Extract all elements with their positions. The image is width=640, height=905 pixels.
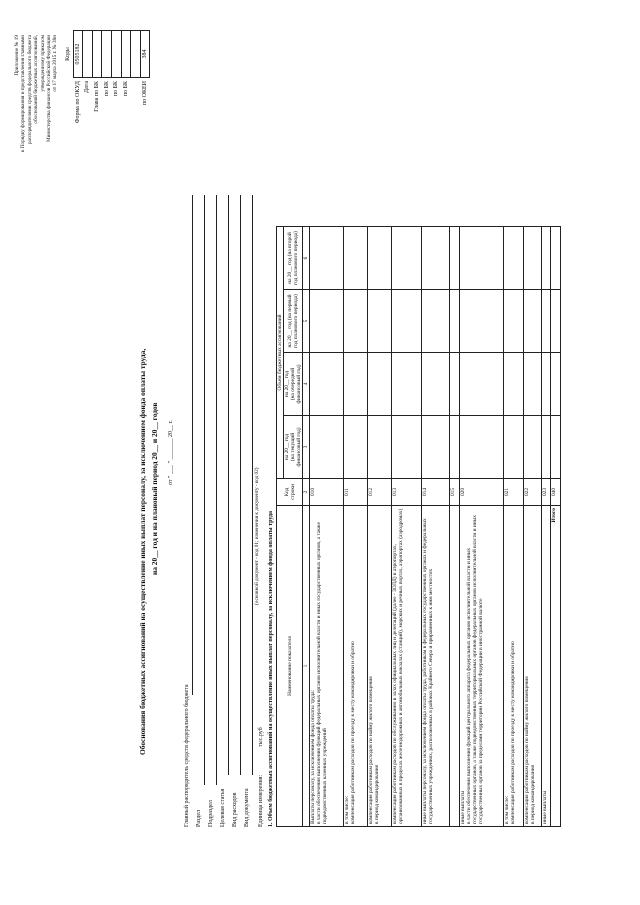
row-name: иные выплаты в части обеспечения выполнения функций центрального аппарата федеральных органов исполнительной власти и иных государственных органов, а также подведомственных территориальных органов федеральных органов исполнительной власти и иных государственных органов за пределами территории Российской Федерации в иностранной валюте — [460, 506, 504, 827]
header-code: Код строки — [277, 479, 303, 506]
codes-caption: Коды — [65, 47, 72, 61]
field-underline — [192, 195, 193, 695]
code-value — [121, 31, 131, 78]
field-underline — [216, 195, 217, 785]
code-value — [83, 31, 93, 78]
row-value — [542, 290, 551, 353]
row-value — [392, 353, 422, 416]
row-name: компенсация работникам расходов по найму жилого помещения в период командирования — [368, 506, 392, 827]
row-code: 010 — [310, 479, 344, 506]
row-name — [450, 506, 460, 827]
row-value — [368, 290, 392, 353]
field-target-article: Целевая статья — [220, 788, 226, 827]
row-value — [450, 290, 460, 353]
row-value — [344, 416, 368, 479]
document-type-hint: (основной документ - код 01; изменения к документу - код 02) — [254, 467, 260, 605]
annex-line: утвержденному приказом — [39, 35, 46, 92]
row-value — [460, 227, 504, 290]
code-label: Дата — [84, 81, 91, 93]
unit-value: тыс.руб — [258, 727, 264, 747]
table-row — [504, 227, 524, 827]
column-number: 4 — [303, 353, 310, 416]
row-value — [504, 290, 524, 353]
code-value — [102, 31, 112, 78]
table-row — [310, 227, 344, 827]
header-year-2: на 20__ год (на очередной финансовый год) — [284, 353, 303, 416]
code-label: по ОКЕИ — [142, 81, 149, 106]
field-underline — [228, 195, 229, 775]
document-title: Обоснования бюджетных ассигнований на осуществление иных выплат персоналу, за исключением фонда оплаты труда, — [138, 348, 147, 755]
row-name: иные выплаты персоналу, за исключением фонда оплаты труда, работникам в федеральных государственных органах и федеральных государственных учреждениях, расположенных в районах Крайнего Севера и приравненных к ним местностях — [422, 506, 450, 827]
code-label: по БК — [122, 81, 129, 97]
annex-line: к Порядку формирования и представления главными — [20, 35, 27, 153]
annex-line: от 17 марта 2015 г. № 38н — [52, 35, 59, 92]
row-value — [450, 227, 460, 290]
row-value — [450, 416, 460, 479]
header-name: Наименование показателя — [277, 506, 303, 827]
row-name: Выплаты персоналу, за исключением фонда оплаты труда: в части обеспечения выполнения функций федеральных органов исполнительной власти и иных государственных органов, а также подведомственных казенных учреждений — [310, 506, 344, 827]
row-value — [450, 353, 460, 416]
row-value — [368, 353, 392, 416]
table-row — [524, 227, 542, 827]
total-value — [551, 227, 561, 290]
row-value — [422, 290, 450, 353]
header-year-1: на 20__ год (на текущий финансовый год) — [284, 416, 303, 479]
row-name: в том числе: компенсация работникам расходов по проезду к месту командировки и обратно — [504, 506, 524, 827]
table-row — [460, 227, 504, 827]
date-line: от " ___ " _______ 20__ г. — [168, 420, 174, 485]
budget-table — [276, 226, 561, 827]
row-value — [344, 290, 368, 353]
column-number: 1 — [303, 506, 310, 827]
row-code: 011 — [344, 479, 368, 506]
annex-line: Приложение № 19 — [14, 35, 20, 76]
total-value — [551, 416, 561, 479]
row-code: 015 — [450, 479, 460, 506]
row-value — [392, 227, 422, 290]
table-total-row — [551, 227, 561, 827]
column-number: 6 — [303, 227, 310, 290]
row-value — [422, 353, 450, 416]
codes-table — [64, 30, 150, 145]
row-value — [524, 290, 542, 353]
row-value — [460, 416, 504, 479]
table-row — [344, 227, 368, 827]
row-name: иные выплаты — [542, 506, 551, 827]
row-value — [524, 353, 542, 416]
row-code: 023 — [542, 479, 551, 506]
code-value: 0505182 — [73, 31, 83, 78]
table-row — [542, 227, 551, 827]
code-value — [131, 31, 141, 78]
row-value — [524, 227, 542, 290]
row-value — [542, 353, 551, 416]
row-value — [504, 353, 524, 416]
code-label: Форма по ОКУД — [74, 81, 81, 124]
field-underline — [204, 195, 205, 785]
row-value — [310, 353, 344, 416]
row-value — [460, 353, 504, 416]
column-number: 3 — [303, 416, 310, 479]
total-value — [551, 353, 561, 416]
row-value — [460, 290, 504, 353]
total-label: Итого — [551, 506, 561, 827]
row-value — [368, 416, 392, 479]
annex-block — [14, 35, 59, 205]
table-row — [422, 227, 450, 827]
row-code: 022 — [524, 479, 542, 506]
row-value — [392, 290, 422, 353]
field-section: Раздел — [196, 810, 202, 827]
table-row — [450, 227, 460, 827]
field-document-type: Вид документа — [244, 788, 250, 827]
row-value — [524, 416, 542, 479]
field-subsection: Подраздел — [208, 800, 214, 827]
table-row — [392, 227, 422, 827]
row-code: 021 — [504, 479, 524, 506]
code-value — [111, 31, 121, 78]
row-code: 012 — [368, 479, 392, 506]
row-value — [504, 227, 524, 290]
row-value — [344, 227, 368, 290]
header-group: Объем бюджетных ассигнований — [277, 227, 284, 479]
row-value — [310, 290, 344, 353]
row-value — [542, 416, 551, 479]
field-underline — [252, 195, 253, 775]
row-value — [504, 416, 524, 479]
row-value — [310, 416, 344, 479]
annex-line: обоснований бюджетных ассигнований, — [33, 35, 40, 124]
row-value — [310, 227, 344, 290]
row-value — [344, 353, 368, 416]
row-code: 020 — [460, 479, 504, 506]
row-code: 014 — [422, 479, 450, 506]
table-row — [368, 227, 392, 827]
row-name: компенсация работникам расходов по найму жилого помещения в период командирования — [524, 506, 542, 827]
row-value — [392, 416, 422, 479]
row-code: 013 — [392, 479, 422, 506]
code-value: 384 — [140, 31, 150, 78]
annex-line: распорядителями средств федерального бюджета — [26, 35, 33, 144]
column-number: 5 — [303, 290, 310, 353]
field-expense-type: Вид расходов — [232, 792, 238, 827]
field-chief-manager: Главный распорядитель средств федерального бюджета — [184, 684, 190, 827]
field-underline — [240, 195, 241, 775]
section-title: 1. Объем бюджетных ассигнований на осуществление иных выплат персоналу, за исключением фонда оплаты труда — [268, 510, 274, 827]
unit-label: Единица измерения: — [258, 774, 264, 827]
header-year-3: на 20__ год (на первый год планового периода) — [284, 290, 303, 353]
code-label — [131, 78, 141, 146]
row-name: в том числе: компенсация работникам расходов по проезду к месту командировки и обратно — [344, 506, 368, 827]
total-code: 040 — [551, 479, 561, 506]
row-value — [422, 416, 450, 479]
row-name: компенсация работникам расходов по обслуживанию в залах официальных лиц и делегаций (далее - ЗОЛД) в аэропортах, организованных в пределах железнодорожных и автомобильных вокзалах (станций), морских и речных портах, аэропортах (аэродромах) — [392, 506, 422, 827]
row-value — [422, 227, 450, 290]
code-label: по БК — [103, 81, 110, 97]
row-value — [368, 227, 392, 290]
document-subtitle: на 20__ год и на плановый период 20__ и 20__ годов — [150, 402, 159, 575]
column-number: 2 — [303, 479, 310, 506]
total-value — [551, 290, 561, 353]
header-year-4: на 20__ год (на второй год планового периода) — [284, 227, 303, 290]
code-label: по БК — [113, 81, 120, 97]
code-label: Глава по БК — [94, 81, 101, 112]
code-value — [92, 31, 102, 78]
row-value — [542, 227, 551, 290]
annex-line: Министерства финансов Российской Федерации — [46, 35, 53, 142]
